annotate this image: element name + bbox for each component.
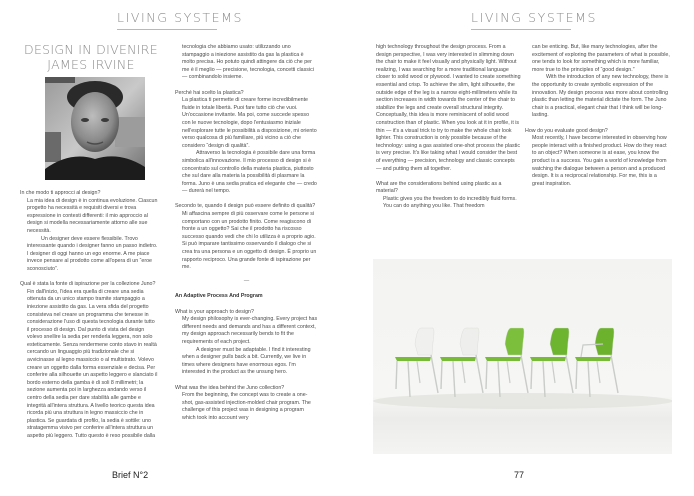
article-column	[20, 190, 158, 441]
chair-leg	[552, 361, 555, 383]
interview-answer: My design philosophy is ever-changing. Every project has different needs and demands and has a different context, my design approach necessarily bends to fit the requirements of each project.	[182, 316, 318, 345]
interview-answer: With the introduction of any new technology, there is the opportunity to create symbolic expression of the innovation. My design process was more about controlling plastic than letting the material dictate the form. The Juno chair is a practical, elegant chair that I think will be long-lasting.	[532, 74, 669, 119]
chair-leg	[597, 361, 600, 383]
floor-shadow	[373, 393, 672, 409]
interview-answer: From the beginning, the concept was to create a one-shot, gas-assisted injection-molded chair program. The challenge of this project was in designing a program which took into account very	[182, 392, 311, 421]
article-column	[525, 44, 670, 188]
portrait-image	[45, 77, 145, 180]
chair-leg	[417, 361, 420, 383]
interview-question: What are the considerations behind using plastic as a material?	[376, 180, 502, 195]
article-column	[175, 44, 318, 423]
interview-question: How do you evaluate good design?	[525, 127, 608, 134]
chair-leg	[441, 361, 442, 389]
chair	[575, 328, 618, 397]
interview-answer: Attraverso la tecnologia è possibile dare una forma simbolica all'innovazione. Il mio processo di design si è concentrato sul controllo della materia plastica, piuttosto che sul dare alla materia la possibilità di plasmare la forma. Juno è una sedia pratica ed elegante che — credo — durerà nel tempo.	[182, 150, 317, 195]
chair-back	[550, 328, 569, 355]
author-portrait-photo	[45, 77, 145, 180]
chair-back	[505, 328, 524, 355]
chair-back	[460, 328, 479, 355]
chair-leg	[566, 355, 573, 393]
chair-back	[415, 328, 434, 355]
interview-answer: A designer must be adaptable. I find it interesting when a designer pulls back a bit. Currently, we live in times where designers have enormous egos. I'm interested in the product as the unsung hero.	[182, 346, 311, 376]
chair-leg	[431, 355, 438, 393]
interview-answer: Plastic gives you the freedom to do incredibly fluid forms. You can do anything you like. That freedom	[383, 195, 517, 210]
interview-answer: tecnologia che abbiamo usato: utilizzando uno stampaggio a iniezione assistito da gas la plastica è molto precisa. Ho potuto quindi attingere da ciò che per me è il meglio — precisione, tecnologia, concetti classici — combinandolo insieme.	[182, 44, 314, 81]
chair-leg	[611, 355, 618, 393]
interview-answer: high technology throughout the design process. From a design perspective, I was very interested in slimming down the chair to make it feel visually and physically light. Without realizing, I was searching for a more traditional language closer to solid wood or plywood. I wanted to create something essential and crisp. To achieve the slim, light silhouette, the outside edge of the leg is a narrow eight-millimeters while its section increases in width towards the center of the chair to stabilize the legs and create overall structural integrity. Conceptually, this idea is more reminiscent of solid wood construction than of plastic. When you look at it in profile, it is thin — it's a visual trick to try to make the whole chair look lighter. This construction is only possible because of the technology: using a gas assisted one-shot process the plastic is very precise. It's like taking what I would consider the best of everything — precision, technology and classic concepts — and putting them all together.	[376, 44, 521, 172]
interview-question: Qual è stata la fonte di ispirazione per la collezione Juno?	[20, 281, 156, 288]
chair-leg	[396, 361, 397, 389]
article-column	[376, 44, 521, 211]
running-head: LIVING SYSTEMS	[471, 10, 571, 30]
chair	[485, 328, 528, 397]
chair-seat	[395, 357, 431, 361]
chairs-image	[373, 259, 672, 454]
chair-leg	[531, 361, 532, 389]
interview-answer: Mi affascina sempre di più osservare come le persone si comportano con un prodotto finito. Come reagiscono di fronte a un oggetto? Sai che il prodotto ha riscosso successo quando vedi che chi lo utilizza è a proprio agio. Si può imparare tantissimo osservando il dialogo che si crea tra una persona e un oggetto di design. È proprio un rapporto reciproco. Una grande fonte di ispirazione per me.	[182, 211, 317, 271]
chair-leg	[543, 361, 545, 397]
headline-author: JAMES IRVINE	[47, 57, 135, 72]
interview-answer: can be enticing. But, like many technologies, after the excitement of exploring the parameters of what is possible, one tends to look for something which is more familiar, more true to the principles of “good design.”	[532, 44, 670, 73]
chair-leg	[498, 361, 500, 397]
interview-question: Secondo te, quando il design può essere definito di qualità?	[175, 203, 316, 210]
chair-seat	[530, 357, 566, 361]
interview-question: What is your approach to design?	[175, 308, 254, 315]
interview-question: Perché hai scelto la plastica?	[175, 89, 244, 96]
chair-leg	[521, 355, 528, 393]
chair-leg	[462, 361, 465, 383]
chair-seat	[485, 357, 521, 361]
interview-answer: Most recently, I have become interested in observing how people interact with a finished product. How do they react to an object? When someone is at ease, you know the product is a success. You gain a world of knowledge from watching the dialogue between a person and a produced design. It is a reciprocal relationship. For me, this is a great inspiration.	[532, 135, 667, 187]
page-folio: Brief N°2	[112, 470, 149, 480]
chair-leg	[453, 361, 455, 397]
page-folio: 77	[514, 470, 525, 480]
chair	[440, 328, 483, 397]
chair-leg	[507, 361, 510, 383]
article-headline	[24, 42, 158, 72]
chair	[395, 328, 438, 397]
interview-answer: Fin dall'inizio, l'idea era quella di creare una sedia ottenuta da un unico stampo tramite stampaggio a iniezione assistito da gas. La vera sfida del progetto consisteva nel creare un programma che tenesse in considerazione l'uso di questa tecnologia durante tutto il processo di design. Dal punto di vista del design volevo snellire la sedia per renderla leggera, non solo esteticamente. Senza rendermene conto stavo in realtà cercando un linguaggio più tradizionale che si avvicinasse al legno massiccio o al multistrato. Volevo creare un oggetto dalla forma essenziale e decisa. Per conferire alla silhouette un aspetto leggero e slanciato il bordo esterno della gamba è di soli 8 millimetri; la sezione aumenta poi in larghezza andando verso il centro della sedia per dare stabilità alle gambe e integrità all'intera struttura. A livello teorico questa idea ricorda più una struttura in legno massiccio che in plastica. Se guardata di profilo, la sedia è sottile: uno stratagemma visivo per conferire all'intera struttura un aspetto più leggero. Tutto questo è reso possibile dalla	[27, 288, 158, 439]
interview-answer: Un designer deve essere flessibile. Trovo interessante quando i designer fanno un passo indietro. I designer di oggi hanno un ego enorme. A me piace invece pensare al prodotto come all'opera di un “eroe sconosciuto”.	[27, 235, 158, 272]
juno-chairs-photo	[373, 259, 672, 454]
headline-title: DESIGN IN DIVENIRE	[24, 42, 158, 57]
chair-seat	[440, 357, 476, 361]
chair-leg	[576, 361, 577, 389]
chair-leg	[486, 361, 487, 389]
chair-leg	[476, 355, 483, 393]
chair-seat	[575, 357, 611, 361]
chair-leg	[588, 361, 590, 397]
right-page	[347, 0, 694, 496]
interview-answer: La plastica ti permette di creare forme incredibilmente fluide in totale libertà. Puoi fare tutto ciò che vuoi. Un'occasione invitante. Ma poi, come succede spesso con le nuove tecnologie, dopo l'entusiasmo iniziale nell'esplorare tutte le possibilità a disposizione, mi oriento verso qualcosa di più familiare, più vicino a ciò che considero “design di qualità”.	[182, 97, 317, 149]
chair-back	[595, 328, 614, 355]
running-head: LIVING SYSTEMS	[117, 10, 217, 30]
interview-question: In che modo ti approcci al design?	[20, 190, 101, 196]
interview-question: What was the idea behind the Juno collection?	[175, 384, 285, 391]
interview-answer: La mia idea di design è in continua evoluzione. Ciascun progetto ha necessità e requisiti diversi e trova espressione in contesti differenti: il mio approccio al design si modella necessariamente attorno alle sue necessità.	[27, 197, 158, 234]
section-title: An Adaptive Process And Program	[175, 293, 263, 300]
section-divider: —	[243, 277, 250, 284]
chair	[530, 328, 573, 397]
chair-leg	[408, 361, 410, 397]
